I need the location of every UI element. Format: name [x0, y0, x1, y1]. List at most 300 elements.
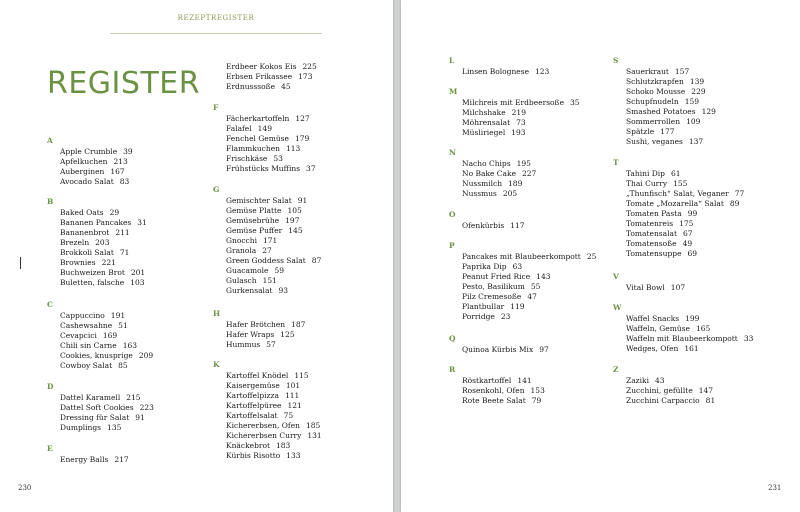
recipe-page-number: 91 — [135, 413, 145, 422]
index-entry — [213, 441, 383, 451]
recipe-name: Cookies, knusprige — [60, 351, 133, 360]
recipe-page-number: 161 — [684, 344, 699, 353]
recipe-page-number: 31 — [137, 218, 147, 227]
index-entry-list — [449, 221, 619, 231]
recipe-name: Vital Bowl — [626, 283, 665, 292]
index-entry — [613, 107, 783, 117]
index-entry — [449, 282, 619, 292]
recipe-page-number: 101 — [285, 381, 301, 390]
recipe-page-number: 37 — [306, 164, 316, 173]
index-entry — [613, 199, 783, 209]
index-entry — [449, 189, 619, 199]
recipe-name: Fenchel Gemüse — [226, 134, 289, 143]
recipe-name: Hafer Brötchen — [226, 320, 286, 329]
recipe-page-number: 57 — [266, 340, 276, 349]
recipe-page-number: 171 — [262, 236, 278, 245]
recipe-page-number: 169 — [102, 331, 118, 340]
recipe-page-number: 29 — [109, 208, 120, 217]
recipe-page-number: 27 — [262, 246, 272, 255]
index-entry-list — [213, 62, 383, 92]
recipe-page-number: 39 — [123, 147, 133, 156]
index-entry — [213, 381, 383, 391]
recipe-page-number: 205 — [502, 189, 518, 198]
recipe-page-number: 149 — [257, 124, 272, 133]
index-entry — [47, 321, 217, 331]
index-group-n — [449, 148, 619, 199]
recipe-page-number: 49 — [682, 239, 693, 248]
edge-marker — [20, 257, 21, 269]
recipe-name: Linsen Bolognese — [462, 67, 530, 76]
recipe-page-number: 139 — [689, 77, 705, 86]
recipe-name: Gulasch — [226, 276, 257, 285]
recipe-name: Buletten, falsche — [60, 278, 125, 287]
recipe-name: Pancakes mit Blaubeerkompott — [462, 252, 581, 261]
index-entry — [213, 340, 383, 350]
recipe-page-number: 83 — [119, 177, 130, 186]
recipe-name: Hummus — [226, 340, 261, 349]
index-letter: A — [47, 136, 53, 145]
page-title: REGISTER — [47, 66, 201, 101]
index-group-r — [449, 365, 619, 406]
index-entry — [47, 423, 217, 433]
index-entry — [47, 218, 217, 228]
index-letter: H — [213, 309, 221, 318]
index-entry-list — [449, 345, 619, 355]
index-entry-list — [213, 371, 383, 461]
index-entry — [213, 276, 383, 286]
index-group-z — [613, 365, 783, 406]
recipe-page-number: 197 — [285, 216, 300, 225]
recipe-page-number: 97 — [539, 345, 549, 354]
recipe-page-number: 155 — [673, 179, 688, 188]
recipe-page-number: 159 — [684, 97, 700, 106]
recipe-name: Milchreis mit Erdbeersoße — [462, 98, 565, 107]
index-entry — [213, 421, 383, 431]
index-entry — [213, 391, 383, 401]
index-entry — [213, 451, 383, 461]
left-page — [0, 0, 393, 512]
index-entry — [449, 396, 619, 406]
index-entry-list — [47, 147, 217, 187]
index-entry — [47, 248, 217, 258]
recipe-name: Tomatensoße — [626, 239, 677, 248]
recipe-page-number: 81 — [705, 396, 716, 405]
index-entry — [47, 393, 217, 403]
recipe-name: Brezeln — [60, 238, 90, 247]
index-entry — [213, 134, 383, 144]
recipe-page-number: 77 — [734, 189, 745, 198]
recipe-name: Milchshake — [462, 108, 506, 117]
index-entry — [213, 164, 383, 174]
recipe-page-number: 35 — [570, 98, 580, 107]
index-letter: K — [213, 360, 220, 369]
recipe-page-number: 103 — [130, 278, 145, 287]
index-group-e-continued — [213, 61, 383, 92]
index-entry — [613, 249, 783, 259]
recipe-page-number: 79 — [531, 396, 542, 405]
recipe-name: Tomaten Pasta — [626, 209, 682, 218]
recipe-page-number: 167 — [110, 167, 125, 176]
index-entry — [213, 236, 383, 246]
recipe-name: Auberginen — [60, 167, 105, 176]
recipe-name: Röstkartoffel — [462, 376, 512, 385]
index-entry — [213, 62, 383, 72]
index-letter: T — [613, 158, 619, 167]
index-entry-list — [47, 393, 217, 433]
recipe-page-number: 89 — [729, 199, 740, 208]
recipe-name: Waffel Snacks — [626, 314, 680, 323]
recipe-page-number: 45 — [281, 82, 291, 91]
index-entry — [213, 226, 383, 236]
recipe-page-number: 91 — [297, 196, 308, 205]
index-entry — [47, 455, 217, 465]
index-entry — [613, 127, 783, 137]
index-letter: P — [449, 241, 455, 250]
recipe-name: Pesto, Basilikum — [462, 282, 525, 291]
recipe-name: Pilz Cremesoße — [462, 292, 522, 301]
recipe-page-number: 121 — [287, 401, 302, 410]
recipe-page-number: 229 — [691, 87, 706, 96]
recipe-name: Nussmilch — [462, 179, 503, 188]
recipe-name: Kaisergemüse — [226, 381, 280, 390]
index-group-l — [449, 56, 619, 77]
index-entry — [213, 72, 383, 82]
index-letter: Q — [449, 334, 456, 343]
recipe-name: Dumplings — [60, 423, 102, 432]
recipe-page-number: 129 — [701, 107, 716, 116]
recipe-name: Frischkäse — [226, 154, 268, 163]
recipe-page-number: 203 — [95, 238, 110, 247]
index-entry — [449, 252, 619, 262]
index-entry — [449, 262, 619, 272]
index-entry — [613, 239, 783, 249]
index-entry — [449, 179, 619, 189]
recipe-name: Tomatensalat — [626, 229, 678, 238]
index-entry — [449, 159, 619, 169]
recipe-page-number: 221 — [101, 258, 116, 267]
recipe-name: Hafer Wraps — [226, 330, 275, 339]
recipe-page-number: 187 — [291, 320, 306, 329]
recipe-page-number: 227 — [522, 169, 537, 178]
recipe-page-number: 115 — [294, 371, 309, 380]
recipe-page-number: 61 — [670, 169, 681, 178]
index-group-h — [213, 309, 383, 350]
recipe-name: Gemüsebrühe — [226, 216, 280, 225]
index-entry-list — [213, 196, 383, 296]
index-letter: L — [449, 56, 455, 65]
index-entry — [449, 118, 619, 128]
index-entry — [213, 154, 383, 164]
index-letter: D — [47, 382, 54, 391]
recipe-page-number: 165 — [695, 324, 711, 333]
recipe-page-number: 123 — [535, 67, 550, 76]
recipe-name: Apfelkuchen — [60, 157, 108, 166]
index-entry — [449, 312, 619, 322]
index-entry — [449, 302, 619, 312]
recipe-name: Gurkensalat — [226, 286, 273, 295]
recipe-page-number: 125 — [280, 330, 295, 339]
recipe-name: Cashewsahne — [60, 321, 113, 330]
index-group-g — [213, 185, 383, 296]
recipe-page-number: 111 — [284, 391, 300, 400]
index-entry — [449, 221, 619, 231]
index-entry — [213, 216, 383, 226]
recipe-page-number: 55 — [530, 282, 541, 291]
index-letter: Z — [613, 365, 619, 374]
index-group-c — [47, 300, 217, 371]
recipe-name: Chili sin Carne — [60, 341, 117, 350]
index-entry — [213, 411, 383, 421]
recipe-page-number: 151 — [262, 276, 277, 285]
index-entry — [47, 351, 217, 361]
index-group-e — [47, 444, 217, 465]
recipe-page-number: 157 — [674, 67, 690, 76]
index-entry-list — [613, 169, 783, 259]
recipe-page-number: 59 — [274, 266, 284, 275]
index-entry-list — [47, 455, 217, 465]
recipe-name: Spätzle — [626, 127, 655, 136]
index-group-m — [449, 87, 619, 138]
recipe-page-number: 223 — [139, 403, 154, 412]
running-head: REZEPTREGISTER — [177, 14, 255, 22]
recipe-page-number: 225 — [302, 62, 317, 71]
recipe-name: „Thunfisch“ Salat, Veganer — [626, 189, 729, 198]
recipe-name: Gnocchi — [226, 236, 257, 245]
index-entry — [47, 268, 217, 278]
recipe-page-number: 105 — [287, 206, 302, 215]
recipe-name: Dattel Karamell — [60, 393, 121, 402]
index-entry — [47, 228, 217, 238]
recipe-name: Porridge — [462, 312, 495, 321]
index-group-t — [613, 158, 783, 259]
index-entry — [613, 117, 783, 127]
recipe-name: Cappuccino — [60, 311, 105, 320]
recipe-page-number: 113 — [285, 144, 301, 153]
recipe-name: Kartoffel Knödel — [226, 371, 289, 380]
recipe-page-number: 43 — [654, 376, 665, 385]
recipe-page-number: 99 — [687, 209, 698, 218]
index-entry — [613, 97, 783, 107]
index-entry — [613, 229, 783, 239]
recipe-name: Gemüse Puffer — [226, 226, 283, 235]
recipe-name: Gemischter Salat — [226, 196, 292, 205]
index-entry — [213, 401, 383, 411]
index-entry — [213, 286, 383, 296]
index-entry — [613, 189, 783, 199]
index-entry — [613, 314, 783, 324]
recipe-name: Dressing für Salat — [60, 413, 130, 422]
recipe-page-number: 217 — [114, 455, 129, 464]
index-letter: F — [213, 103, 219, 112]
recipe-page-number: 185 — [305, 421, 321, 430]
recipe-name: Kartoffelpüree — [226, 401, 282, 410]
index-letter: N — [449, 148, 456, 157]
index-entry — [449, 98, 619, 108]
index-entry — [213, 196, 383, 206]
recipe-name: Nacho Chips — [462, 159, 511, 168]
index-group-s — [613, 56, 783, 147]
recipe-name: Erdbeer Kokos Eis — [226, 62, 297, 71]
index-entry — [47, 258, 217, 268]
index-entry — [47, 413, 217, 423]
recipe-page-number: 177 — [660, 127, 675, 136]
page-number-right: 231 — [768, 484, 782, 492]
index-entry — [449, 128, 619, 138]
index-entry — [449, 386, 619, 396]
recipe-page-number: 63 — [512, 262, 523, 271]
index-entry-list — [449, 252, 619, 322]
recipe-name: Granola — [226, 246, 257, 255]
index-entry-list — [213, 320, 383, 350]
recipe-name: Zucchini, gefüllte — [626, 386, 693, 395]
recipe-page-number: 137 — [688, 137, 704, 146]
index-entry — [213, 114, 383, 124]
recipe-name: Tomatensuppe — [626, 249, 682, 258]
index-entry — [613, 137, 783, 147]
recipe-name: Schupfnudeln — [626, 97, 679, 106]
recipe-name: Zucchini Carpaccio — [626, 396, 700, 405]
recipe-page-number: 117 — [510, 221, 525, 230]
index-entry — [449, 345, 619, 355]
index-entry — [613, 209, 783, 219]
recipe-page-number: 131 — [307, 431, 322, 440]
recipe-page-number: 211 — [115, 228, 130, 237]
index-entry — [213, 82, 383, 92]
recipe-page-number: 147 — [698, 386, 714, 395]
index-entry — [449, 376, 619, 386]
index-entry — [47, 361, 217, 371]
recipe-name: Ofenkürbis — [462, 221, 505, 230]
index-entry — [213, 266, 383, 276]
index-entry — [213, 256, 383, 266]
recipe-page-number: 145 — [288, 226, 303, 235]
recipe-name: Kartoffelsalat — [226, 411, 278, 420]
recipe-name: Schoko Mousse — [626, 87, 686, 96]
index-entry — [47, 278, 217, 288]
recipe-name: Knäckebrot — [226, 441, 271, 450]
index-entry-list — [47, 208, 217, 288]
index-entry — [449, 292, 619, 302]
index-entry — [613, 324, 783, 334]
recipe-name: Cowboy Salat — [60, 361, 113, 370]
recipe-name: Thai Curry — [626, 179, 668, 188]
recipe-name: Möhrensalat — [462, 118, 511, 127]
recipe-page-number: 53 — [273, 154, 283, 163]
index-entry — [613, 396, 783, 406]
recipe-page-number: 93 — [278, 286, 288, 295]
recipe-name: Falafel — [226, 124, 252, 133]
recipe-name: Sauerkraut — [626, 67, 669, 76]
index-entry — [449, 67, 619, 77]
recipe-page-number: 163 — [122, 341, 138, 350]
index-entry — [613, 67, 783, 77]
recipe-page-number: 127 — [295, 114, 310, 123]
recipe-name: Kartoffelpizza — [226, 391, 279, 400]
recipe-name: Zaziki — [626, 376, 649, 385]
recipe-name: Wedges, Ofen — [626, 344, 679, 353]
index-letter: B — [47, 197, 54, 206]
recipe-name: Plantbullar — [462, 302, 505, 311]
recipe-name: Peanut Fried Rice — [462, 272, 531, 281]
recipe-page-number: 73 — [516, 118, 526, 127]
index-entry-list — [47, 311, 217, 371]
index-letter: R — [449, 365, 456, 374]
recipe-name: Dattel Soft Cookies — [60, 403, 134, 412]
recipe-name: Frühstücks Muffins — [226, 164, 301, 173]
recipe-name: Tomatenreis — [626, 219, 674, 228]
recipe-page-number: 143 — [536, 272, 551, 281]
recipe-name: Avocado Salat — [60, 177, 114, 186]
index-entry-list — [613, 283, 783, 293]
recipe-page-number: 107 — [670, 283, 686, 292]
index-entry-list — [449, 159, 619, 199]
recipe-name: Sushi, veganes — [626, 137, 683, 146]
recipe-page-number: 195 — [516, 159, 531, 168]
recipe-name: Brownies — [60, 258, 96, 267]
recipe-name: Rote Beete Salat — [462, 396, 526, 405]
index-entry — [449, 169, 619, 179]
index-entry-list — [449, 376, 619, 406]
recipe-name: Erdnusssoße — [226, 82, 276, 91]
recipe-name: Apple Crumble — [60, 147, 118, 156]
index-entry — [47, 331, 217, 341]
index-entry — [613, 87, 783, 97]
index-letter: V — [613, 272, 619, 281]
recipe-page-number: 109 — [686, 117, 701, 126]
recipe-name: Brokkoli Salat — [60, 248, 114, 257]
recipe-page-number: 119 — [510, 302, 525, 311]
index-letter: O — [449, 210, 456, 219]
index-group-k — [213, 360, 383, 461]
recipe-page-number: 85 — [118, 361, 128, 370]
recipe-page-number: 87 — [311, 256, 322, 265]
recipe-page-number: 193 — [511, 128, 526, 137]
recipe-page-number: 219 — [511, 108, 526, 117]
recipe-name: Paprika Dip — [462, 262, 507, 271]
recipe-name: Waffeln, Gemüse — [626, 324, 690, 333]
index-entry — [47, 177, 217, 187]
header-divider — [110, 33, 322, 34]
recipe-page-number: 69 — [687, 249, 698, 258]
index-group-b — [47, 197, 217, 288]
recipe-name: Smashed Potatoes — [626, 107, 696, 116]
recipe-name: Schlutzkrapfen — [626, 77, 684, 86]
recipe-name: Kichererbsen Curry — [226, 431, 302, 440]
recipe-name: Quinoa Kürbis Mix — [462, 345, 534, 354]
index-entry — [47, 167, 217, 177]
index-entry — [613, 283, 783, 293]
recipe-page-number: 71 — [119, 248, 130, 257]
index-entry — [613, 179, 783, 189]
index-entry — [449, 272, 619, 282]
index-group-q — [449, 334, 619, 355]
recipe-name: Buchweizen Brot — [60, 268, 125, 277]
recipe-page-number: 153 — [530, 386, 545, 395]
index-letter: C — [47, 300, 53, 309]
recipe-page-number: 183 — [276, 441, 291, 450]
index-group-f — [213, 103, 383, 174]
page-number-left: 230 — [18, 484, 32, 492]
recipe-name: Erbsen Frikassee — [226, 72, 293, 81]
recipe-name: Bananen Pancakes — [60, 218, 132, 227]
index-entry-list — [613, 314, 783, 354]
recipe-page-number: 33 — [743, 334, 754, 343]
index-entry — [47, 147, 217, 157]
index-entry — [47, 341, 217, 351]
recipe-page-number: 189 — [508, 179, 523, 188]
recipe-name: Fächerkartoffeln — [226, 114, 290, 123]
index-entry — [213, 124, 383, 134]
